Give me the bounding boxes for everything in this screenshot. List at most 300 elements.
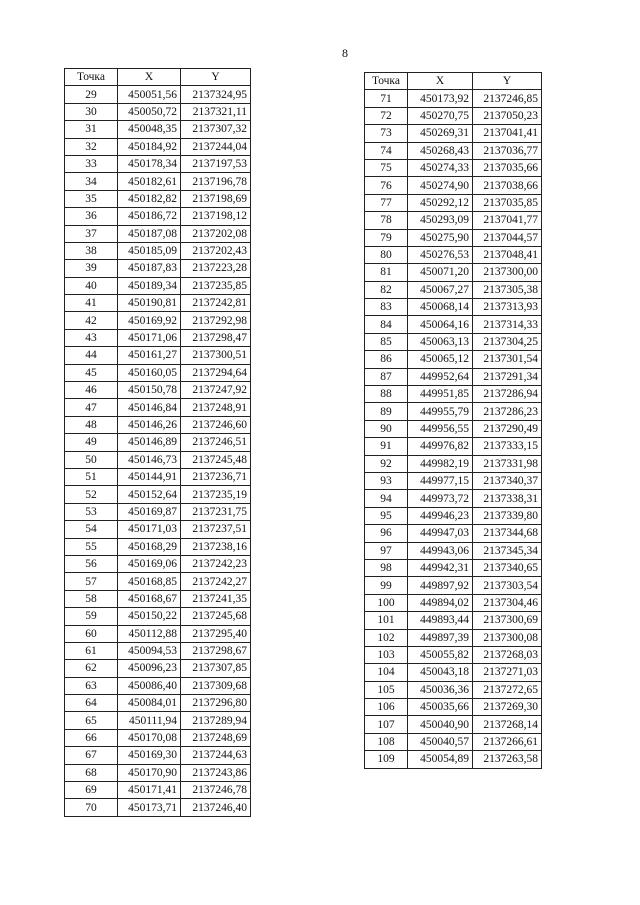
table-row [365, 438, 542, 455]
x-coordinate: 450276,53 [408, 246, 473, 263]
table-row [365, 507, 542, 524]
table-row [65, 712, 251, 729]
x-coordinate: 450063,13 [408, 333, 473, 350]
table-row [365, 420, 542, 437]
table-row [65, 295, 251, 312]
y-coordinate: 2137246,78 [181, 782, 251, 799]
x-coordinate: 450051,56 [118, 86, 181, 103]
table-row [65, 277, 251, 294]
point-number: 93 [365, 472, 408, 489]
point-number: 97 [365, 542, 408, 559]
point-number: 76 [365, 177, 408, 194]
y-coordinate: 2137301,54 [473, 351, 542, 368]
table-row [365, 646, 542, 663]
point-number: 98 [365, 559, 408, 576]
x-coordinate: 450150,78 [118, 382, 181, 399]
point-number: 81 [365, 264, 408, 281]
y-coordinate: 2137245,68 [181, 608, 251, 625]
y-coordinate: 2137269,30 [473, 699, 542, 716]
point-number: 52 [65, 486, 118, 503]
y-coordinate: 2137244,04 [181, 138, 251, 155]
table-row [365, 699, 542, 716]
table-row [365, 490, 542, 507]
y-coordinate: 2137338,31 [473, 490, 542, 507]
x-coordinate: 450173,71 [118, 799, 181, 816]
y-coordinate: 2137307,32 [181, 121, 251, 138]
point-number: 29 [65, 86, 118, 103]
y-coordinate: 2137246,51 [181, 434, 251, 451]
y-coordinate: 2137290,49 [473, 420, 542, 437]
x-coordinate: 450293,09 [408, 212, 473, 229]
point-number: 40 [65, 277, 118, 294]
y-coordinate: 2137231,75 [181, 503, 251, 520]
y-coordinate: 2137266,61 [473, 733, 542, 750]
point-number: 62 [65, 660, 118, 677]
point-number: 101 [365, 612, 408, 629]
point-number: 38 [65, 242, 118, 259]
table-row [365, 542, 542, 559]
x-coordinate: 450187,08 [118, 225, 181, 242]
y-coordinate: 2137198,12 [181, 208, 251, 225]
x-coordinate: 450043,18 [408, 664, 473, 681]
x-coordinate: 449947,03 [408, 525, 473, 542]
table-row [365, 594, 542, 611]
y-coordinate: 2137248,69 [181, 729, 251, 746]
x-coordinate: 450160,05 [118, 364, 181, 381]
x-coordinate: 450094,53 [118, 642, 181, 659]
table-row [65, 347, 251, 364]
table-row [65, 503, 251, 520]
coordinates-table-left [64, 68, 251, 817]
table-row [65, 225, 251, 242]
point-number: 68 [65, 764, 118, 781]
point-number: 77 [365, 194, 408, 211]
y-coordinate: 2137296,80 [181, 695, 251, 712]
table-row [65, 642, 251, 659]
table-row [65, 538, 251, 555]
x-coordinate: 450182,82 [118, 190, 181, 207]
table-row [65, 782, 251, 799]
table-row [365, 212, 542, 229]
x-coordinate: 450150,22 [118, 608, 181, 625]
y-coordinate: 2137313,93 [473, 299, 542, 316]
table-header-row [65, 69, 251, 86]
y-coordinate: 2137309,68 [181, 677, 251, 694]
x-coordinate: 450146,84 [118, 399, 181, 416]
x-coordinate: 450168,29 [118, 538, 181, 555]
y-coordinate: 2137304,25 [473, 333, 542, 350]
y-coordinate: 2137300,51 [181, 347, 251, 364]
table-row [65, 416, 251, 433]
table-row [65, 260, 251, 277]
table-row [65, 486, 251, 503]
y-coordinate: 2137243,86 [181, 764, 251, 781]
x-coordinate: 450146,89 [118, 434, 181, 451]
y-coordinate: 2137286,23 [473, 403, 542, 420]
table-row [65, 695, 251, 712]
table-row [365, 681, 542, 698]
x-coordinate: 450067,27 [408, 281, 473, 298]
point-number: 75 [365, 159, 408, 176]
table-row [65, 468, 251, 485]
table-row [65, 138, 251, 155]
x-coordinate: 450186,72 [118, 208, 181, 225]
table-header-row [365, 73, 542, 90]
x-coordinate: 450171,03 [118, 521, 181, 538]
point-number: 103 [365, 646, 408, 663]
x-coordinate: 450161,27 [118, 347, 181, 364]
x-coordinate: 450269,31 [408, 125, 473, 142]
point-number: 108 [365, 733, 408, 750]
y-coordinate: 2137050,23 [473, 107, 542, 124]
y-coordinate: 2137295,40 [181, 625, 251, 642]
y-coordinate: 2137202,08 [181, 225, 251, 242]
point-number: 33 [65, 155, 118, 172]
x-coordinate: 450068,14 [408, 299, 473, 316]
header-y: Y [181, 69, 251, 86]
table-row [365, 751, 542, 768]
x-coordinate: 449897,92 [408, 577, 473, 594]
x-coordinate: 449893,44 [408, 612, 473, 629]
y-coordinate: 2137340,37 [473, 472, 542, 489]
y-coordinate: 2137223,28 [181, 260, 251, 277]
y-coordinate: 2137298,47 [181, 329, 251, 346]
y-coordinate: 2137344,68 [473, 525, 542, 542]
point-number: 73 [365, 125, 408, 142]
x-coordinate: 450168,67 [118, 590, 181, 607]
point-number: 58 [65, 590, 118, 607]
point-number: 49 [65, 434, 118, 451]
point-number: 37 [65, 225, 118, 242]
y-coordinate: 2137238,16 [181, 538, 251, 555]
x-coordinate: 450096,23 [118, 660, 181, 677]
table-row [365, 299, 542, 316]
point-number: 86 [365, 351, 408, 368]
table-row [65, 608, 251, 625]
point-number: 48 [65, 416, 118, 433]
point-number: 84 [365, 316, 408, 333]
y-coordinate: 2137339,80 [473, 507, 542, 524]
x-coordinate: 449982,19 [408, 455, 473, 472]
x-coordinate: 450084,01 [118, 695, 181, 712]
table-row [65, 747, 251, 764]
table-row [365, 733, 542, 750]
x-coordinate: 450184,92 [118, 138, 181, 155]
x-coordinate: 449976,82 [408, 438, 473, 455]
y-coordinate: 2137202,43 [181, 242, 251, 259]
x-coordinate: 450036,36 [408, 681, 473, 698]
x-coordinate: 450169,92 [118, 312, 181, 329]
table-row [365, 368, 542, 385]
table-row [365, 716, 542, 733]
y-coordinate: 2137298,67 [181, 642, 251, 659]
y-coordinate: 2137289,94 [181, 712, 251, 729]
x-coordinate: 450274,90 [408, 177, 473, 194]
point-number: 64 [65, 695, 118, 712]
table-row [65, 625, 251, 642]
table-row [365, 525, 542, 542]
point-number: 56 [65, 555, 118, 572]
point-number: 59 [65, 608, 118, 625]
x-coordinate: 450171,06 [118, 329, 181, 346]
point-number: 31 [65, 121, 118, 138]
y-coordinate: 2137321,11 [181, 103, 251, 120]
x-coordinate: 450055,82 [408, 646, 473, 663]
point-number: 94 [365, 490, 408, 507]
x-coordinate: 450292,12 [408, 194, 473, 211]
y-coordinate: 2137272,65 [473, 681, 542, 698]
table-row [65, 573, 251, 590]
y-coordinate: 2137314,33 [473, 316, 542, 333]
point-number: 45 [65, 364, 118, 381]
table-row [65, 434, 251, 451]
table-row [365, 612, 542, 629]
header-x: X [408, 73, 473, 90]
x-coordinate: 450268,43 [408, 142, 473, 159]
y-coordinate: 2137246,60 [181, 416, 251, 433]
x-coordinate: 450146,73 [118, 451, 181, 468]
point-number: 72 [365, 107, 408, 124]
point-number: 61 [65, 642, 118, 659]
table-row [65, 521, 251, 538]
y-coordinate: 2137242,27 [181, 573, 251, 590]
x-coordinate: 450111,94 [118, 712, 181, 729]
x-coordinate: 449943,06 [408, 542, 473, 559]
x-coordinate: 450187,83 [118, 260, 181, 277]
table-row [365, 142, 542, 159]
point-number: 66 [65, 729, 118, 746]
x-coordinate: 449951,85 [408, 386, 473, 403]
point-number: 106 [365, 699, 408, 716]
page-number: 8 [342, 46, 348, 60]
x-coordinate: 449956,55 [408, 420, 473, 437]
table-row [65, 677, 251, 694]
y-coordinate: 2137268,14 [473, 716, 542, 733]
y-coordinate: 2137263,58 [473, 751, 542, 768]
point-number: 69 [65, 782, 118, 799]
y-coordinate: 2137300,08 [473, 629, 542, 646]
point-number: 70 [65, 799, 118, 816]
y-coordinate: 2137294,64 [181, 364, 251, 381]
x-coordinate: 449894,02 [408, 594, 473, 611]
table-row [365, 264, 542, 281]
y-coordinate: 2137236,71 [181, 468, 251, 485]
y-coordinate: 2137048,41 [473, 246, 542, 263]
y-coordinate: 2137305,38 [473, 281, 542, 298]
table-row [365, 333, 542, 350]
table-row [65, 451, 251, 468]
point-number: 36 [65, 208, 118, 225]
point-number: 50 [65, 451, 118, 468]
x-coordinate: 450065,12 [408, 351, 473, 368]
x-coordinate: 450048,35 [118, 121, 181, 138]
x-coordinate: 450170,90 [118, 764, 181, 781]
x-coordinate: 450064,16 [408, 316, 473, 333]
y-coordinate: 2137331,98 [473, 455, 542, 472]
x-coordinate: 450144,91 [118, 468, 181, 485]
y-coordinate: 2137245,48 [181, 451, 251, 468]
coordinates-table-right [364, 72, 542, 769]
header-y: Y [473, 73, 542, 90]
y-coordinate: 2137246,40 [181, 799, 251, 816]
y-coordinate: 2137196,78 [181, 173, 251, 190]
y-coordinate: 2137241,35 [181, 590, 251, 607]
x-coordinate: 450169,06 [118, 555, 181, 572]
x-coordinate: 449946,23 [408, 507, 473, 524]
point-number: 88 [365, 386, 408, 403]
y-coordinate: 2137248,91 [181, 399, 251, 416]
y-coordinate: 2137038,66 [473, 177, 542, 194]
y-coordinate: 2137041,41 [473, 125, 542, 142]
table-row [365, 629, 542, 646]
table-row [65, 382, 251, 399]
x-coordinate: 450189,34 [118, 277, 181, 294]
point-number: 55 [65, 538, 118, 555]
point-number: 109 [365, 751, 408, 768]
table-row [65, 190, 251, 207]
table-row [65, 312, 251, 329]
table-row [65, 242, 251, 259]
y-coordinate: 2137307,85 [181, 660, 251, 677]
x-coordinate: 449897,39 [408, 629, 473, 646]
x-coordinate: 449977,15 [408, 472, 473, 489]
y-coordinate: 2137304,46 [473, 594, 542, 611]
table-row [65, 364, 251, 381]
y-coordinate: 2137303,54 [473, 577, 542, 594]
point-number: 43 [65, 329, 118, 346]
y-coordinate: 2137268,03 [473, 646, 542, 663]
x-coordinate: 450169,87 [118, 503, 181, 520]
x-coordinate: 450071,20 [408, 264, 473, 281]
point-number: 90 [365, 420, 408, 437]
x-coordinate: 450050,72 [118, 103, 181, 120]
y-coordinate: 2137300,69 [473, 612, 542, 629]
header-x: X [118, 69, 181, 86]
point-number: 51 [65, 468, 118, 485]
x-coordinate: 450190,81 [118, 295, 181, 312]
point-number: 78 [365, 212, 408, 229]
point-number: 91 [365, 438, 408, 455]
x-coordinate: 450270,75 [408, 107, 473, 124]
table-row [365, 107, 542, 124]
table-row [365, 90, 542, 107]
y-coordinate: 2137036,77 [473, 142, 542, 159]
y-coordinate: 2137340,65 [473, 559, 542, 576]
point-number: 60 [65, 625, 118, 642]
table-row [65, 764, 251, 781]
y-coordinate: 2137271,03 [473, 664, 542, 681]
point-number: 79 [365, 229, 408, 246]
table-row [365, 559, 542, 576]
point-number: 105 [365, 681, 408, 698]
point-number: 100 [365, 594, 408, 611]
point-number: 74 [365, 142, 408, 159]
x-coordinate: 450170,08 [118, 729, 181, 746]
table-row [65, 173, 251, 190]
y-coordinate: 2137242,81 [181, 295, 251, 312]
point-number: 57 [65, 573, 118, 590]
point-number: 30 [65, 103, 118, 120]
point-number: 80 [365, 246, 408, 263]
point-number: 104 [365, 664, 408, 681]
table-row [365, 177, 542, 194]
table-row [365, 229, 542, 246]
x-coordinate: 449942,31 [408, 559, 473, 576]
table-row [365, 664, 542, 681]
point-number: 63 [65, 677, 118, 694]
point-number: 53 [65, 503, 118, 520]
table-row [365, 316, 542, 333]
point-number: 54 [65, 521, 118, 538]
y-coordinate: 2137333,15 [473, 438, 542, 455]
y-coordinate: 2137235,19 [181, 486, 251, 503]
point-number: 67 [65, 747, 118, 764]
point-number: 85 [365, 333, 408, 350]
point-number: 41 [65, 295, 118, 312]
x-coordinate: 450146,26 [118, 416, 181, 433]
x-coordinate: 449952,64 [408, 368, 473, 385]
point-number: 32 [65, 138, 118, 155]
point-number: 92 [365, 455, 408, 472]
point-number: 42 [65, 312, 118, 329]
table-row [365, 125, 542, 142]
x-coordinate: 450169,30 [118, 747, 181, 764]
table-row [65, 660, 251, 677]
point-number: 89 [365, 403, 408, 420]
y-coordinate: 2137197,53 [181, 155, 251, 172]
point-number: 95 [365, 507, 408, 524]
x-coordinate: 450040,90 [408, 716, 473, 733]
table-row [365, 472, 542, 489]
point-number: 44 [65, 347, 118, 364]
x-coordinate: 450178,34 [118, 155, 181, 172]
table-row [365, 577, 542, 594]
x-coordinate: 450035,66 [408, 699, 473, 716]
table-row [65, 121, 251, 138]
x-coordinate: 450152,64 [118, 486, 181, 503]
table-row [65, 103, 251, 120]
point-number: 65 [65, 712, 118, 729]
x-coordinate: 450171,41 [118, 782, 181, 799]
x-coordinate: 450275,90 [408, 229, 473, 246]
y-coordinate: 2137198,69 [181, 190, 251, 207]
table-row [65, 329, 251, 346]
y-coordinate: 2137247,92 [181, 382, 251, 399]
y-coordinate: 2137041,77 [473, 212, 542, 229]
y-coordinate: 2137237,51 [181, 521, 251, 538]
y-coordinate: 2137235,85 [181, 277, 251, 294]
x-coordinate: 450274,33 [408, 159, 473, 176]
table-row [365, 403, 542, 420]
point-number: 102 [365, 629, 408, 646]
table-row [365, 386, 542, 403]
table-row [365, 351, 542, 368]
point-number: 34 [65, 173, 118, 190]
point-number: 107 [365, 716, 408, 733]
point-number: 87 [365, 368, 408, 385]
x-coordinate: 450054,89 [408, 751, 473, 768]
table-row [365, 455, 542, 472]
point-number: 39 [65, 260, 118, 277]
x-coordinate: 450173,92 [408, 90, 473, 107]
table-row [65, 590, 251, 607]
y-coordinate: 2137292,98 [181, 312, 251, 329]
table-row [65, 555, 251, 572]
x-coordinate: 450086,40 [118, 677, 181, 694]
x-coordinate: 450182,61 [118, 173, 181, 190]
y-coordinate: 2137300,00 [473, 264, 542, 281]
y-coordinate: 2137244,63 [181, 747, 251, 764]
